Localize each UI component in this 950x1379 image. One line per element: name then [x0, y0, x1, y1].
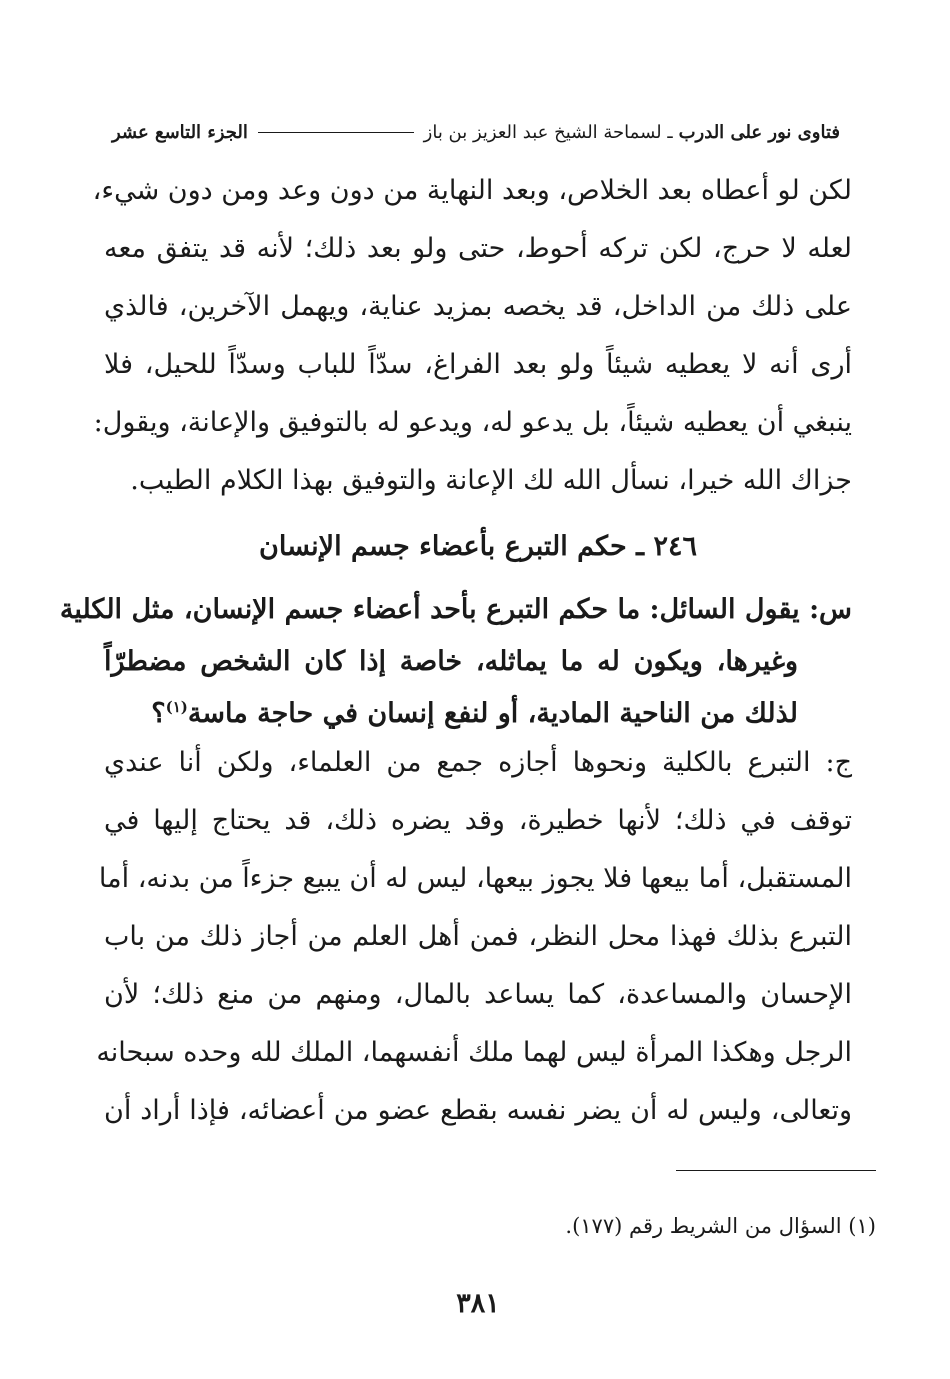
text-line: لعله لا حرج، لكن تركه أحوط، حتى ولو بعد ذلك؛ لأنه قد يتفق معه	[104, 233, 852, 264]
intro-paragraph	[92, 162, 852, 510]
text-line: س: يقول السائل: ما حكم التبرع بأحد أعضاء جسم الإنسان، مثل الكلية	[59, 594, 852, 625]
text-line: وتعالى، وليس له أن يضر نفسه بقطع عضو من أعضائه، فإذا أراد أن	[104, 1095, 852, 1126]
text-line: الرجل وهكذا المرأة ليس لهما ملك أنفسهما، الملك لله وحده سبحانه	[96, 1037, 852, 1068]
text-line: الإحسان والمساعدة، كما يساعد بالمال، ومنهم من منع ذلك؛ لأن	[104, 979, 852, 1010]
question-mark: ؟	[151, 698, 166, 729]
footnote-marker[interactable]: (١)	[165, 698, 188, 716]
text-line: ج: التبرع بالكلية ونحوها أجازه جمع من العلماء، ولكن أنا عندي	[104, 747, 852, 778]
section-heading: ٢٤٦ ـ حكم التبرع بأعضاء جسم الإنسان	[259, 531, 697, 562]
text-line: توقف في ذلك؛ لأنها خطيرة، وقد يضره ذلك، قد يحتاج إليها في	[104, 805, 852, 836]
text-line: المستقبل، أما بيعها فلا يجوز بيعها، ليس له أن يبيع جزءاً من بدنه، أما	[98, 863, 852, 894]
running-header	[112, 116, 840, 148]
text-line: أرى أنه لا يعطيه شيئاً ولو بعد الفراغ، سدّاً للباب وسدّاً للحيل، فلا	[104, 349, 852, 380]
header-rule	[258, 132, 414, 133]
text-line: التبرع بذلك فهذا محل النظر، فمن أهل العلم من أجاز ذلك من باب	[104, 921, 852, 952]
text-line: على ذلك من الداخل، قد يخصه بمزيد عناية، ويهمل الآخرين، فالذي	[104, 291, 852, 322]
footnote: (١) السؤال من الشريط رقم (١٧٧).	[565, 1214, 876, 1238]
question-paragraph	[59, 584, 852, 740]
volume-label: الجزء التاسع عشر	[112, 121, 248, 143]
text-line: لكن لو أعطاه بعد الخلاص، وبعد النهاية من دون وعد ومن دون شيء،	[92, 175, 852, 206]
text-line	[104, 688, 852, 740]
text-line: ينبغي أن يعطيه شيئاً، بل يدعو له، ويدعو له بالتوفيق والإعانة، ويقول:	[93, 407, 852, 438]
text-line: وغيرها، ويكون له ما يماثله، خاصة إذا كان الشخص مضطرّاً	[104, 646, 798, 677]
footnote-divider	[676, 1170, 876, 1171]
author-credit: ـ لسماحة الشيخ عبد العزيز بن باز	[423, 121, 673, 143]
book-title: فتاوى نور على الدرب	[678, 121, 840, 143]
question-last-text: لذلك من الناحية المادية، أو لنفع إنسان في حاجة ماسة	[187, 698, 798, 729]
answer-paragraph	[96, 734, 852, 1140]
text-line: جزاك الله خيرا، نسأل الله لك الإعانة والتوفيق بهذا الكلام الطيب.	[130, 465, 852, 496]
page-number: ٣٨١	[456, 1288, 500, 1319]
